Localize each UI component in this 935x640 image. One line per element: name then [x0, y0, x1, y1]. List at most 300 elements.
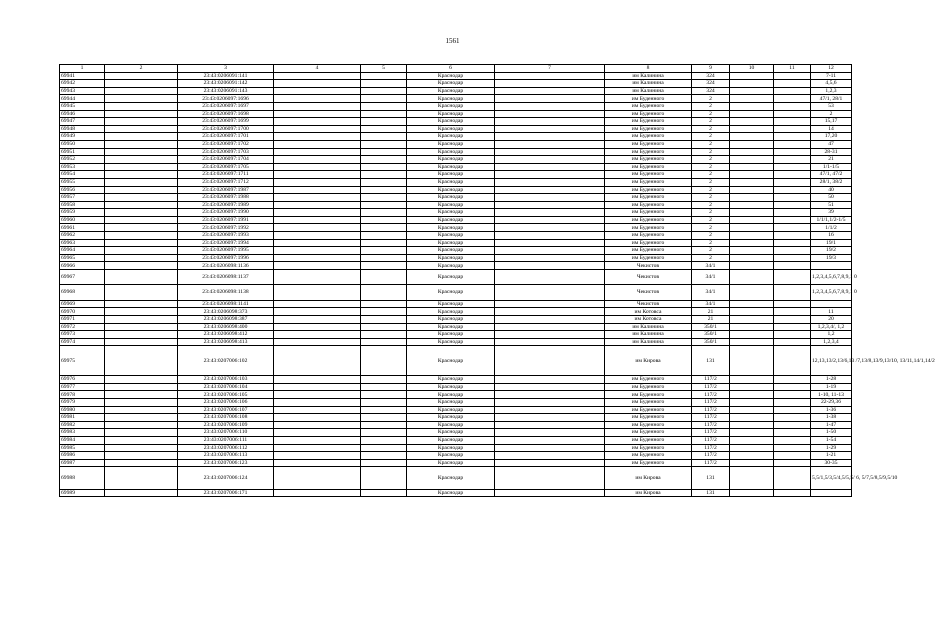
table-row — [60, 133, 852, 141]
cell-empty — [495, 216, 605, 224]
cell-house: 34/1 — [692, 300, 730, 308]
cell-house: 117/2 — [692, 391, 730, 399]
cell-apts: 1-38 — [811, 414, 852, 422]
cell-street: им Буденного — [605, 178, 692, 186]
cell-house: 324 — [692, 72, 730, 80]
cell-empty — [495, 254, 605, 262]
cell-city: Краснодар — [407, 436, 495, 444]
cell-empty — [274, 224, 361, 232]
column-header-2: 2 — [105, 65, 178, 73]
cell-city: Краснодар — [407, 95, 495, 103]
cell-empty — [274, 232, 361, 240]
column-header-7: 7 — [495, 65, 605, 73]
cell-empty — [274, 376, 361, 384]
table-row — [60, 186, 852, 194]
cell-empty — [105, 125, 178, 133]
cell-empty — [105, 346, 178, 376]
cell-empty — [361, 186, 407, 194]
cell-id: 69964 — [60, 247, 105, 255]
header-row — [60, 65, 852, 73]
cell-empty — [774, 133, 811, 141]
cell-cad: 23:43:0206098:1141 — [178, 300, 274, 308]
cell-id: 69943 — [60, 87, 105, 95]
cell-city: Краснодар — [407, 323, 495, 331]
cell-empty — [361, 300, 407, 308]
cell-empty — [361, 133, 407, 141]
cell-cad: 23:43:0206097:1711 — [178, 171, 274, 179]
cell-empty — [730, 133, 774, 141]
cell-empty — [274, 262, 361, 270]
cell-id: 69965 — [60, 254, 105, 262]
cell-city: Краснодар — [407, 406, 495, 414]
cell-empty — [495, 285, 605, 300]
cell-empty — [730, 308, 774, 316]
cell-city: Краснодар — [407, 201, 495, 209]
cell-empty — [105, 186, 178, 194]
cell-empty — [361, 444, 407, 452]
cell-cad: 23:43:0206098:1138 — [178, 285, 274, 300]
cell-empty — [274, 285, 361, 300]
cell-empty — [730, 383, 774, 391]
cell-id: 69966 — [60, 262, 105, 270]
cell-apts: 40 — [811, 186, 852, 194]
cell-empty — [774, 376, 811, 384]
cell-cad: 23:43:0206097:1996 — [178, 254, 274, 262]
cell-empty — [495, 270, 605, 285]
cell-empty — [774, 209, 811, 217]
cell-empty — [361, 110, 407, 118]
cell-city: Краснодар — [407, 308, 495, 316]
cell-empty — [105, 398, 178, 406]
cell-empty — [361, 239, 407, 247]
cell-empty — [274, 300, 361, 308]
cell-street: им Буденного — [605, 110, 692, 118]
cell-city: Краснодар — [407, 148, 495, 156]
cell-empty — [274, 148, 361, 156]
cell-apts: 4,5,6 — [811, 80, 852, 88]
cell-empty — [495, 383, 605, 391]
cell-city: Краснодар — [407, 421, 495, 429]
cell-house: 21 — [692, 308, 730, 316]
cell-city: Краснодар — [407, 383, 495, 391]
cell-apts: 1-50 — [811, 429, 852, 437]
cell-city: Краснодар — [407, 376, 495, 384]
cell-id: 69978 — [60, 391, 105, 399]
cell-city: Краснодар — [407, 467, 495, 490]
cell-empty — [105, 444, 178, 452]
cell-city: Краснодар — [407, 239, 495, 247]
cell-id: 69946 — [60, 110, 105, 118]
column-header-10: 10 — [730, 65, 774, 73]
cell-empty — [361, 270, 407, 285]
cell-cad: 23:43:0207006:112 — [178, 444, 274, 452]
column-header-3: 3 — [178, 65, 274, 73]
cell-empty — [105, 338, 178, 346]
cell-cad: 23:43:0207006:171 — [178, 489, 274, 497]
cell-empty — [361, 148, 407, 156]
cell-street: Чекистов — [605, 262, 692, 270]
cell-id: 69980 — [60, 406, 105, 414]
cell-cad: 23:43:0207006:123 — [178, 459, 274, 467]
cell-city: Краснодар — [407, 118, 495, 126]
cell-cad: 23:43:0206097:1696 — [178, 95, 274, 103]
cell-city: Краснодар — [407, 338, 495, 346]
cell-empty — [495, 118, 605, 126]
table-row — [60, 156, 852, 164]
cell-id: 69962 — [60, 232, 105, 240]
cell-street: им Буденного — [605, 133, 692, 141]
cell-city: Краснодар — [407, 224, 495, 232]
cell-empty — [730, 429, 774, 437]
cell-cad: 23:43:0207006:102 — [178, 346, 274, 376]
table-row — [60, 232, 852, 240]
cell-apts: 1,2,3,4/, 1,2 — [811, 323, 852, 331]
cell-empty — [274, 331, 361, 339]
cell-cad: 23:43:0206091:142 — [178, 80, 274, 88]
cell-empty — [730, 459, 774, 467]
cell-empty — [105, 421, 178, 429]
cell-empty — [774, 436, 811, 444]
cell-empty — [730, 186, 774, 194]
table-row — [60, 338, 852, 346]
cell-empty — [495, 406, 605, 414]
cell-empty — [730, 270, 774, 285]
cell-house: 2 — [692, 232, 730, 240]
cell-empty — [774, 391, 811, 399]
cell-apts: 1/1/1,1/2-1/5 — [811, 216, 852, 224]
cell-empty — [730, 300, 774, 308]
cell-cad: 23:43:0206097:1991 — [178, 216, 274, 224]
cell-cad: 23:43:0207006:105 — [178, 391, 274, 399]
cell-empty — [274, 489, 361, 497]
cell-empty — [361, 156, 407, 164]
cell-apts: 1/1-1/5 — [811, 163, 852, 171]
cell-empty — [730, 201, 774, 209]
table-row — [60, 118, 852, 126]
cell-empty — [274, 346, 361, 376]
cell-street: им Буденного — [605, 156, 692, 164]
cell-empty — [105, 316, 178, 324]
cell-apts: 11 — [811, 308, 852, 316]
cell-apts: 1-21 — [811, 452, 852, 460]
table-row — [60, 224, 852, 232]
cell-city: Краснодар — [407, 429, 495, 437]
cell-street: им Кирова — [605, 467, 692, 490]
cell-id: 69948 — [60, 125, 105, 133]
cell-street: им Буденного — [605, 414, 692, 422]
cell-cad: 23:43:0206097:1704 — [178, 156, 274, 164]
cell-city: Краснодар — [407, 262, 495, 270]
cell-apts: 28-31 — [811, 148, 852, 156]
cell-empty — [495, 125, 605, 133]
cell-apts: 2 — [811, 110, 852, 118]
cell-empty — [105, 489, 178, 497]
cell-empty — [495, 247, 605, 255]
cell-id: 69982 — [60, 421, 105, 429]
cell-city: Краснодар — [407, 285, 495, 300]
cell-empty — [774, 414, 811, 422]
table-row — [60, 452, 852, 460]
cell-empty — [105, 436, 178, 444]
cell-empty — [730, 194, 774, 202]
cell-id: 69942 — [60, 80, 105, 88]
cell-apts: 30-35 — [811, 459, 852, 467]
cell-street: им Буденного — [605, 376, 692, 384]
cell-street: им Калинина — [605, 323, 692, 331]
cell-empty — [730, 346, 774, 376]
cell-cad: 23:43:0206097:1988 — [178, 194, 274, 202]
cell-empty — [105, 331, 178, 339]
cell-cad: 23:43:0207006:110 — [178, 429, 274, 437]
cell-empty — [361, 323, 407, 331]
table-row — [60, 489, 852, 497]
cell-id: 69957 — [60, 194, 105, 202]
cell-cad: 23:43:0206098:412 — [178, 331, 274, 339]
cell-id: 69986 — [60, 452, 105, 460]
cell-empty — [730, 72, 774, 80]
cell-empty — [495, 323, 605, 331]
cell-house: 117/2 — [692, 429, 730, 437]
cell-empty — [105, 216, 178, 224]
cell-street: им Буденного — [605, 216, 692, 224]
cell-empty — [730, 285, 774, 300]
cell-empty — [105, 262, 178, 270]
cell-empty — [774, 125, 811, 133]
cell-id: 69955 — [60, 178, 105, 186]
cell-empty — [495, 346, 605, 376]
table-row — [60, 459, 852, 467]
cell-city: Краснодар — [407, 452, 495, 460]
cell-empty — [495, 467, 605, 490]
table-row — [60, 398, 852, 406]
cell-empty — [774, 72, 811, 80]
cell-empty — [730, 118, 774, 126]
cell-empty — [361, 429, 407, 437]
cell-city: Краснодар — [407, 391, 495, 399]
table-row — [60, 300, 852, 308]
cell-empty — [105, 232, 178, 240]
cell-city: Краснодар — [407, 247, 495, 255]
cell-empty — [774, 232, 811, 240]
cell-apts: 14 — [811, 125, 852, 133]
cell-empty — [361, 414, 407, 422]
cell-apts: 16 — [811, 232, 852, 240]
cell-cad: 23:43:0206097:1993 — [178, 232, 274, 240]
cell-apts: 20 — [811, 316, 852, 324]
cell-empty — [361, 72, 407, 80]
cell-house: 117/2 — [692, 436, 730, 444]
cell-empty — [361, 376, 407, 384]
cell-street: им Калинина — [605, 80, 692, 88]
cell-empty — [361, 87, 407, 95]
cell-empty — [730, 398, 774, 406]
cell-empty — [774, 201, 811, 209]
cell-city: Краснодар — [407, 194, 495, 202]
cell-empty — [274, 270, 361, 285]
cell-empty — [774, 178, 811, 186]
cell-empty — [105, 239, 178, 247]
cell-apts: 7-11 — [811, 72, 852, 80]
cell-cad: 23:43:0207006:106 — [178, 398, 274, 406]
cell-cad: 23:43:0207006:124 — [178, 467, 274, 490]
cell-empty — [495, 316, 605, 324]
cell-empty — [730, 148, 774, 156]
cell-empty — [105, 156, 178, 164]
cell-empty — [774, 239, 811, 247]
cell-house: 2 — [692, 125, 730, 133]
cell-empty — [730, 376, 774, 384]
cell-street: им Буденного — [605, 406, 692, 414]
cell-street: им Буденного — [605, 247, 692, 255]
cell-empty — [361, 398, 407, 406]
cell-id: 69956 — [60, 186, 105, 194]
cell-empty — [274, 171, 361, 179]
cell-id: 69954 — [60, 171, 105, 179]
cell-id: 69969 — [60, 300, 105, 308]
cell-house: 34/1 — [692, 270, 730, 285]
cell-empty — [274, 436, 361, 444]
page-number: 1561 — [445, 37, 460, 45]
cell-cad: 23:43:0206097:1712 — [178, 178, 274, 186]
cell-id: 69975 — [60, 346, 105, 376]
cell-street: им Буденного — [605, 239, 692, 247]
cell-empty — [774, 194, 811, 202]
cell-apts: 53 — [811, 102, 852, 110]
cell-id: 69979 — [60, 398, 105, 406]
cell-house: 117/2 — [692, 376, 730, 384]
cell-empty — [105, 452, 178, 460]
cell-house: 2 — [692, 194, 730, 202]
cell-empty — [361, 232, 407, 240]
cell-apts: 1,2,3,4 — [811, 338, 852, 346]
cell-house: 2 — [692, 186, 730, 194]
cell-house: 2 — [692, 133, 730, 141]
cell-id: 69981 — [60, 414, 105, 422]
cell-empty — [361, 247, 407, 255]
cell-empty — [274, 87, 361, 95]
table-row — [60, 285, 852, 300]
cell-cad: 23:43:0206097:1698 — [178, 110, 274, 118]
table-row — [60, 216, 852, 224]
cell-empty — [274, 163, 361, 171]
column-header-6: 6 — [407, 65, 495, 73]
cell-empty — [105, 224, 178, 232]
cell-house: 324 — [692, 80, 730, 88]
cell-empty — [274, 178, 361, 186]
cell-empty — [361, 338, 407, 346]
cell-empty — [361, 95, 407, 103]
cell-apts: 47 — [811, 140, 852, 148]
cell-apts: 15,17 — [811, 118, 852, 126]
cell-id: 69968 — [60, 285, 105, 300]
cell-city: Краснодар — [407, 489, 495, 497]
cell-city: Краснодар — [407, 133, 495, 141]
cell-empty — [730, 444, 774, 452]
cell-id: 69973 — [60, 331, 105, 339]
cell-cad: 23:43:0206097:1700 — [178, 125, 274, 133]
cell-apts: 1-29 — [811, 444, 852, 452]
cell-cad: 23:43:0206098:400 — [178, 323, 274, 331]
cell-empty — [774, 80, 811, 88]
cell-empty — [730, 467, 774, 490]
cell-empty — [495, 95, 605, 103]
table-row — [60, 444, 852, 452]
cell-city: Краснодар — [407, 346, 495, 376]
cell-empty — [361, 216, 407, 224]
cell-empty — [105, 459, 178, 467]
cell-empty — [105, 254, 178, 262]
table-row — [60, 406, 852, 414]
column-header-8: 8 — [605, 65, 692, 73]
cell-empty — [774, 323, 811, 331]
cell-empty — [274, 209, 361, 217]
cell-empty — [105, 209, 178, 217]
cell-house: 2 — [692, 148, 730, 156]
table-row — [60, 270, 852, 285]
cell-apts — [811, 489, 852, 497]
cell-apts: 19/3 — [811, 254, 852, 262]
cell-apts: 12,13,13/2,13/6,13 /7,13/8,13/9,13/10, 13/11,14/1,14/2 — [811, 346, 852, 376]
cell-empty — [495, 201, 605, 209]
cell-city: Краснодар — [407, 300, 495, 308]
cell-street: им Буденного — [605, 459, 692, 467]
cell-empty — [361, 316, 407, 324]
cell-empty — [361, 80, 407, 88]
cell-city: Краснодар — [407, 72, 495, 80]
cell-empty — [730, 436, 774, 444]
cell-city: Краснодар — [407, 140, 495, 148]
cell-empty — [274, 247, 361, 255]
cell-empty — [105, 247, 178, 255]
cell-empty — [774, 110, 811, 118]
cell-empty — [774, 156, 811, 164]
cell-cad: 23:43:0207006:113 — [178, 452, 274, 460]
cell-street: им Буденного — [605, 201, 692, 209]
cell-empty — [495, 391, 605, 399]
cell-empty — [361, 209, 407, 217]
cell-empty — [774, 489, 811, 497]
cell-street: им Буденного — [605, 125, 692, 133]
cell-id: 69971 — [60, 316, 105, 324]
cell-house: 131 — [692, 346, 730, 376]
cell-apts: 47/1, 28/1 — [811, 95, 852, 103]
table-row — [60, 346, 852, 376]
column-header-12: 12 — [811, 65, 852, 73]
column-header-4: 4 — [274, 65, 361, 73]
cell-cad: 23:43:0206098:373 — [178, 308, 274, 316]
cell-cad: 23:43:0206091:141 — [178, 72, 274, 80]
cell-empty — [361, 171, 407, 179]
cell-house: 324 — [692, 87, 730, 95]
cell-apts: 1/1/2 — [811, 224, 852, 232]
cell-id: 69970 — [60, 308, 105, 316]
cell-street: им Буденного — [605, 429, 692, 437]
cell-empty — [774, 300, 811, 308]
cell-house: 117/2 — [692, 414, 730, 422]
cell-house: 34/1 — [692, 285, 730, 300]
cell-empty — [105, 383, 178, 391]
table-row — [60, 323, 852, 331]
cell-empty — [105, 414, 178, 422]
cell-id: 69961 — [60, 224, 105, 232]
cell-empty — [495, 331, 605, 339]
cell-cad: 23:43:0206091:143 — [178, 87, 274, 95]
cell-empty — [495, 421, 605, 429]
cell-empty — [361, 331, 407, 339]
cell-empty — [730, 224, 774, 232]
table-row — [60, 201, 852, 209]
cell-house: 2 — [692, 224, 730, 232]
